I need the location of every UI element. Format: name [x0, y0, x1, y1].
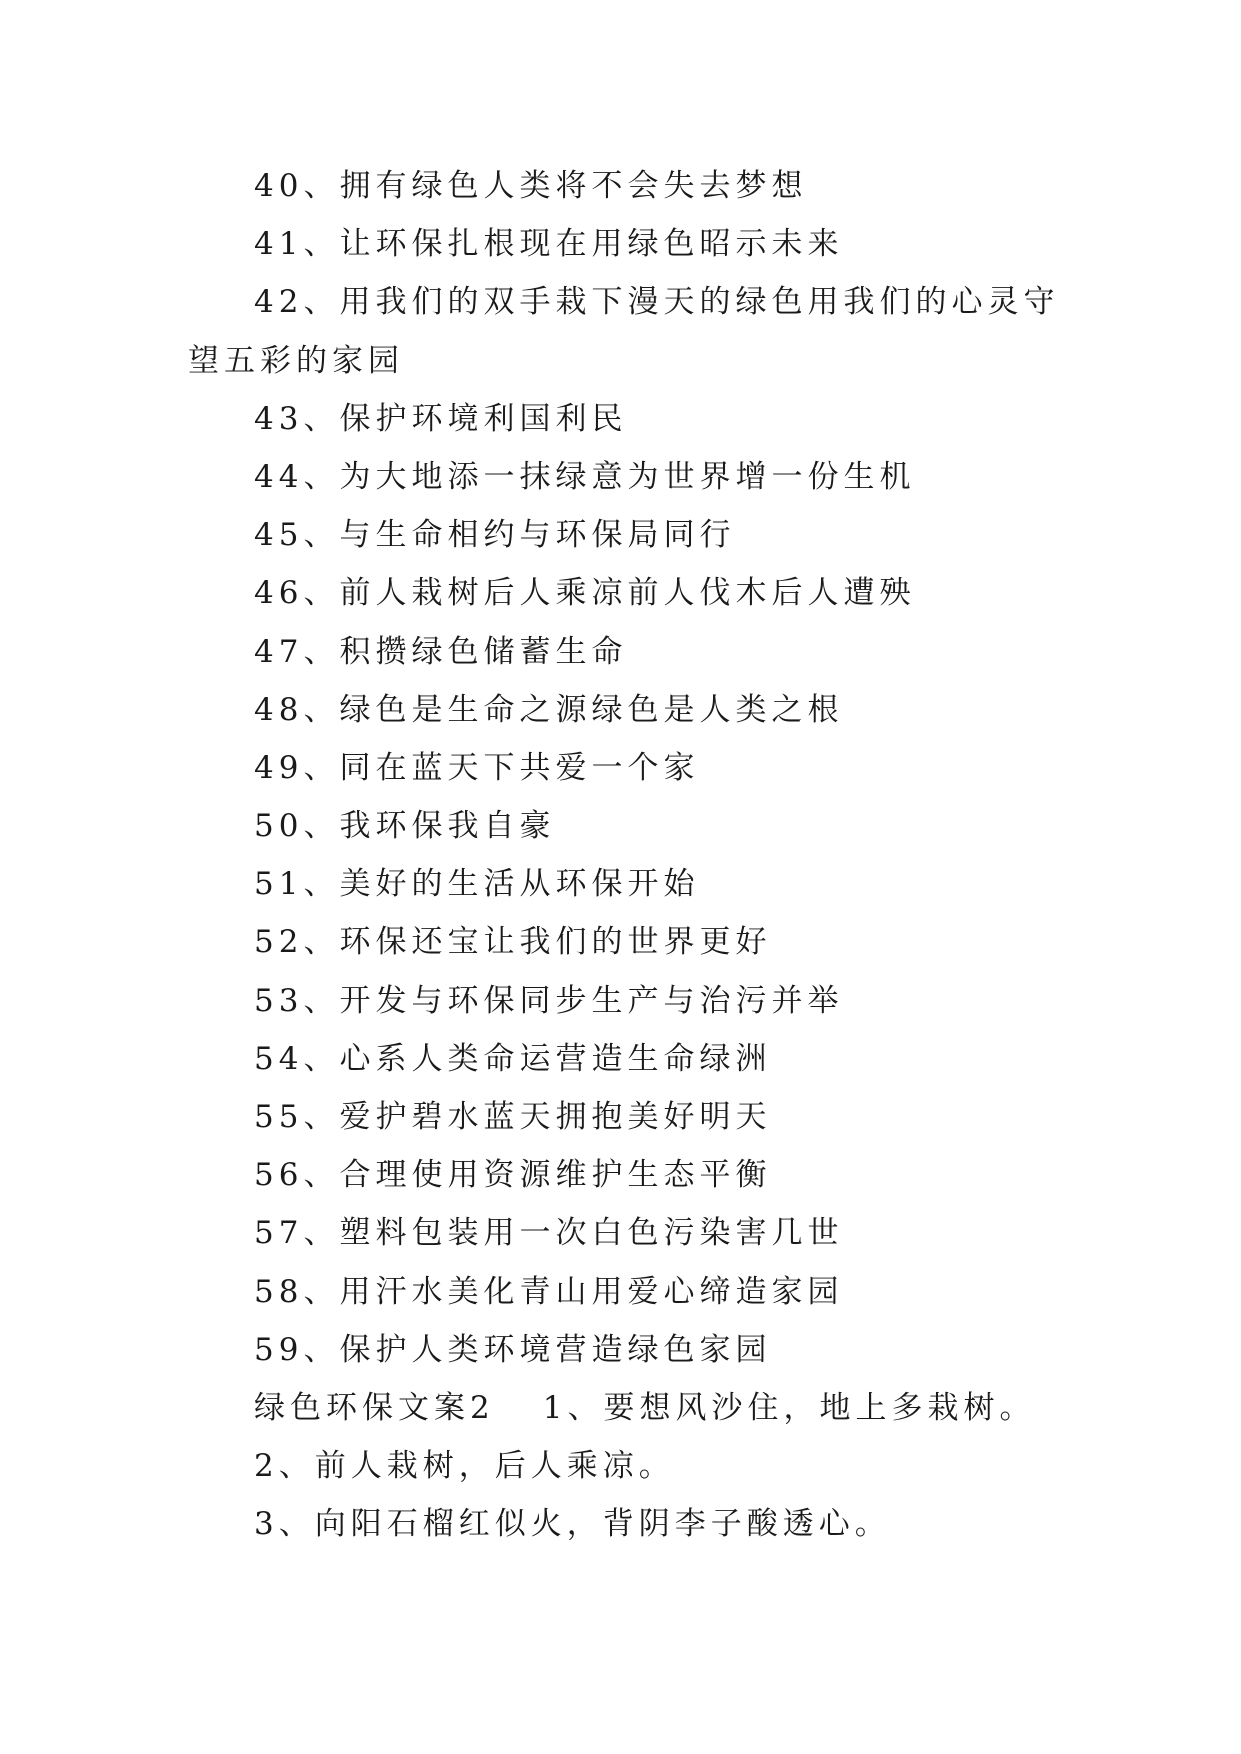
list-item: 3、向阳石榴红似火，背阴李子酸透心。	[254, 1506, 891, 1543]
list-item: 59、保护人类环境营造绿色家园	[254, 1331, 772, 1368]
section-heading-line	[188, 1379, 1068, 1437]
list-item: 44、为大地添一抹绿意为世界增一份生机	[254, 458, 916, 495]
list-item: 40、拥有绿色人类将不会失去梦想	[254, 168, 808, 204]
list-item: 56、合理使用资源维护生态平衡	[254, 1157, 772, 1194]
list-item: 58、用汗水美化青山用爱心缔造家园	[254, 1273, 844, 1310]
list-item: 50、我环保我自豪	[254, 808, 556, 845]
section-heading: 绿色环保文案2	[254, 1389, 495, 1426]
list-item: 53、开发与环保同步生产与治污并举	[254, 982, 844, 1019]
list-item: 42、用我们的双手栽下漫天的绿色用我们的心灵守望五彩的家园	[188, 284, 1060, 379]
list-item: 57、塑料包装用一次白色污染害几世	[254, 1215, 844, 1252]
list-item: 41、让环保扎根现在用绿色昭示未来	[254, 226, 844, 263]
list-item: 46、前人栽树后人乘凉前人伐木后人遭殃	[254, 575, 916, 612]
list-item: 52、环保还宝让我们的世界更好	[254, 924, 772, 961]
list-item: 45、与生命相约与环保局同行	[254, 517, 736, 554]
list-item: 49、同在蓝天下共爱一个家	[254, 749, 700, 786]
list-item: 51、美好的生活从环保开始	[254, 866, 700, 903]
list-item: 54、心系人类命运营造生命绿洲	[254, 1040, 772, 1077]
list-item: 47、积攒绿色储蓄生命	[254, 633, 628, 670]
list-item: 55、爱护碧水蓝天拥抱美好明天	[254, 1099, 772, 1136]
list-item: 43、保护环境利国利民	[254, 400, 628, 437]
document-body	[188, 157, 1068, 1554]
list-item: 2、前人栽树，后人乘凉。	[254, 1448, 675, 1485]
list-item: 1、要想风沙住，地上多栽树。	[542, 1389, 1036, 1426]
list-item: 48、绿色是生命之源绿色是人类之根	[254, 691, 844, 728]
